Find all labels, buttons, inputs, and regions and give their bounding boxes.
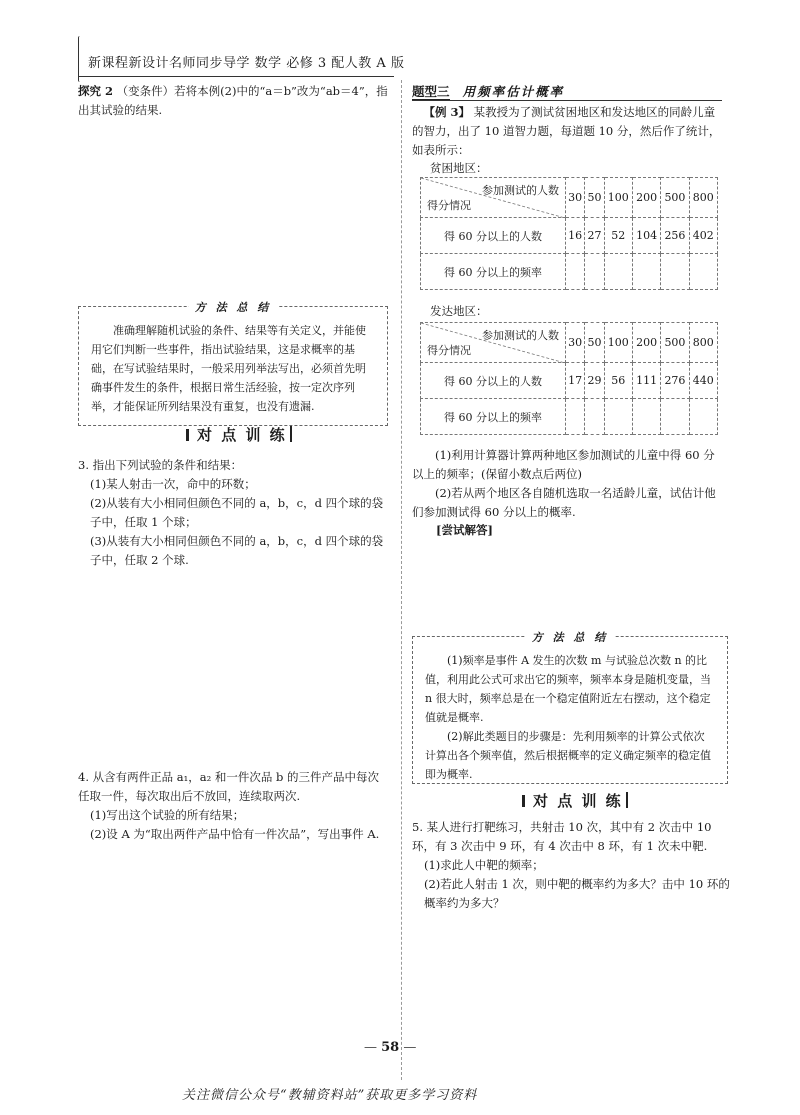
try-answer-text: 尝试解答	[441, 523, 488, 537]
example-label: 【例 3】	[423, 105, 471, 119]
method-summary-box-2	[412, 631, 728, 784]
col-header: 30	[566, 323, 585, 363]
drill-mark-icon	[522, 795, 531, 807]
topic-heading	[412, 82, 722, 100]
q3-stem: 3. 指出下列试验的条件和结果：	[78, 458, 243, 472]
rich-region-table	[420, 322, 718, 435]
table-cell	[585, 254, 604, 290]
q5-item: (1)求此人中靶的频率；	[424, 858, 544, 872]
table-cell	[661, 399, 689, 435]
table-cell	[604, 399, 632, 435]
table-cell	[661, 254, 689, 290]
q5-item: (2)若此人射击 1 次，则中靶的概率约为多大？击中 10 环的概率约为多大？	[424, 877, 730, 910]
method-summary-p2: (2)解此类题目的步骤是：先利用频率的计算公式依次计算出各个频率值，然后根据概率的定义确定频率的稳定值即为概率.	[425, 730, 711, 781]
method-summary-title: 方 法 总 结	[189, 298, 278, 317]
try-answer-label: [尝试解答]	[436, 523, 493, 537]
table-cell	[566, 254, 585, 290]
header-bottom-label: 得分情况	[427, 344, 471, 357]
table-header-diagonal	[421, 178, 566, 218]
col-header: 200	[632, 323, 660, 363]
explore-label: 探究 2	[78, 84, 114, 98]
table-cell: 276	[661, 363, 689, 399]
topic-subtitle: 用频率估计概率	[462, 84, 565, 99]
table-cell	[689, 399, 717, 435]
drill-title: 对 点 训 练	[533, 792, 623, 810]
table-cell	[604, 254, 632, 290]
table-cell: 52	[604, 218, 632, 254]
col-header: 800	[689, 178, 717, 218]
topic-label: 题型三	[412, 84, 450, 99]
drill-end-icon	[290, 426, 292, 442]
example-question-1: (1)利用计算器计算两种地区参加测试的儿童中得 60 分以上的频率；(保留小数点后两位)	[412, 448, 715, 481]
q3-item: (1)某人射击一次，命中的环数；	[90, 477, 256, 491]
col-header: 500	[661, 178, 689, 218]
example-3	[412, 103, 724, 160]
page-number: — 58 —	[364, 1040, 417, 1055]
table-cell: 440	[689, 363, 717, 399]
drill-heading-1	[186, 424, 292, 445]
table-header-diagonal	[421, 323, 566, 363]
method-summary-p1: (1)频率是事件 A 发生的次数 m 与试验总次数 n 的比值，利用此公式可求出它的频率，频率本身是随机变量，当 n 很大时，频率总是在一个稳定值附近左右摆动，这个稳定值就是概率.	[425, 654, 711, 724]
col-header: 800	[689, 323, 717, 363]
drill-mark-icon	[186, 429, 195, 441]
drill-end-icon	[626, 792, 628, 808]
rich-region-label: 发达地区：	[430, 304, 488, 318]
table-cell: 27	[585, 218, 604, 254]
table-cell	[585, 399, 604, 435]
table-cell: 17	[566, 363, 585, 399]
page-header: 新课程新设计名师同步导学 数学 必修 3 配人教 A 版	[88, 56, 405, 71]
poor-region-table	[420, 177, 718, 290]
example-text: 某教授为了测试贫困地区和发达地区的同龄儿童的智力，出了 10 道智力题，每道题 10 分，然后作了统计，如表所示：	[412, 105, 721, 157]
row-label: 得 60 分以上的人数	[421, 218, 566, 254]
table-cell	[566, 399, 585, 435]
col-header: 200	[632, 178, 660, 218]
q5-stem: 5. 某人进行打靶练习，共射击 10 次，其中有 2 次击中 10 环，有 3 次击中 9 环，有 4 次击中 8 环，有 1 次未中靶.	[412, 820, 712, 853]
footer-note: 关注微信公众号“教辅资料站”获取更多学习资料	[182, 1088, 478, 1103]
column-divider	[401, 80, 402, 1080]
question-3	[78, 456, 390, 570]
col-header: 50	[585, 178, 604, 218]
header-rule	[78, 76, 394, 77]
table-cell	[689, 254, 717, 290]
q4-stem: 4. 从含有两件正品 a₁，a₂ 和一件次品 b 的三件产品中每次任取一件，每次取出后不放回，连续取两次.	[78, 770, 380, 803]
method-summary-body: 准确理解随机试验的条件、结果等有关定义，并能使用它们判断一些事件，指出试验结果，这是求概率的基础，在写试验结果时，一般采用列举法写出，必须首先明确事件发生的条件，根据日常生活经验，按一定次序列举，才能保证所列结果没有重复，也没有遗漏.	[91, 324, 366, 413]
method-summary-title: 方 法 总 结	[526, 628, 615, 647]
col-header: 100	[604, 323, 632, 363]
table-cell: 104	[632, 218, 660, 254]
q4-item: (1)写出这个试验的所有结果；	[90, 808, 245, 822]
table-cell: 16	[566, 218, 585, 254]
table-cell: 256	[661, 218, 689, 254]
col-header: 500	[661, 323, 689, 363]
q3-item: (2)从装有大小相同但颜色不同的 a，b，c，d 四个球的袋子中，任取 1 个球；	[90, 496, 384, 529]
example-question-2: (2)若从两个地区各自随机选取一名适龄儿童，试估计他们参加测试得 60 分以上的概率.	[412, 486, 716, 519]
table-cell	[632, 399, 660, 435]
topic-rule	[412, 100, 722, 101]
page-number-value: 58	[381, 1040, 400, 1055]
col-header: 100	[604, 178, 632, 218]
drill-heading-2	[522, 790, 628, 811]
table-cell: 111	[632, 363, 660, 399]
col-header: 50	[585, 323, 604, 363]
row-label: 得 60 分以上的频率	[421, 399, 566, 435]
explore-2	[78, 82, 388, 120]
explore-text: （变条件）若将本例(2)中的“a＝b”改为“ab＝4”，指出其试验的结果.	[78, 84, 388, 117]
header-top-label: 参加测试的人数	[482, 329, 559, 342]
method-summary-box-1	[78, 301, 388, 426]
header-top-label: 参加测试的人数	[482, 184, 559, 197]
table-cell: 402	[689, 218, 717, 254]
row-label: 得 60 分以上的人数	[421, 363, 566, 399]
question-5	[412, 818, 730, 913]
table-cell	[632, 254, 660, 290]
row-label: 得 60 分以上的频率	[421, 254, 566, 290]
poor-region-label: 贫困地区：	[430, 161, 488, 175]
col-header: 30	[566, 178, 585, 218]
drill-title: 对 点 训 练	[197, 426, 287, 444]
table-cell: 56	[604, 363, 632, 399]
q3-item: (3)从装有大小相同但颜色不同的 a，b，c，d 四个球的袋子中，任取 2 个球.	[90, 534, 384, 567]
question-4	[78, 768, 390, 844]
table-cell: 29	[585, 363, 604, 399]
header-bottom-label: 得分情况	[427, 199, 471, 212]
q4-item: (2)设 A 为“取出两件产品中恰有一件次品”，写出事件 A.	[90, 827, 380, 841]
